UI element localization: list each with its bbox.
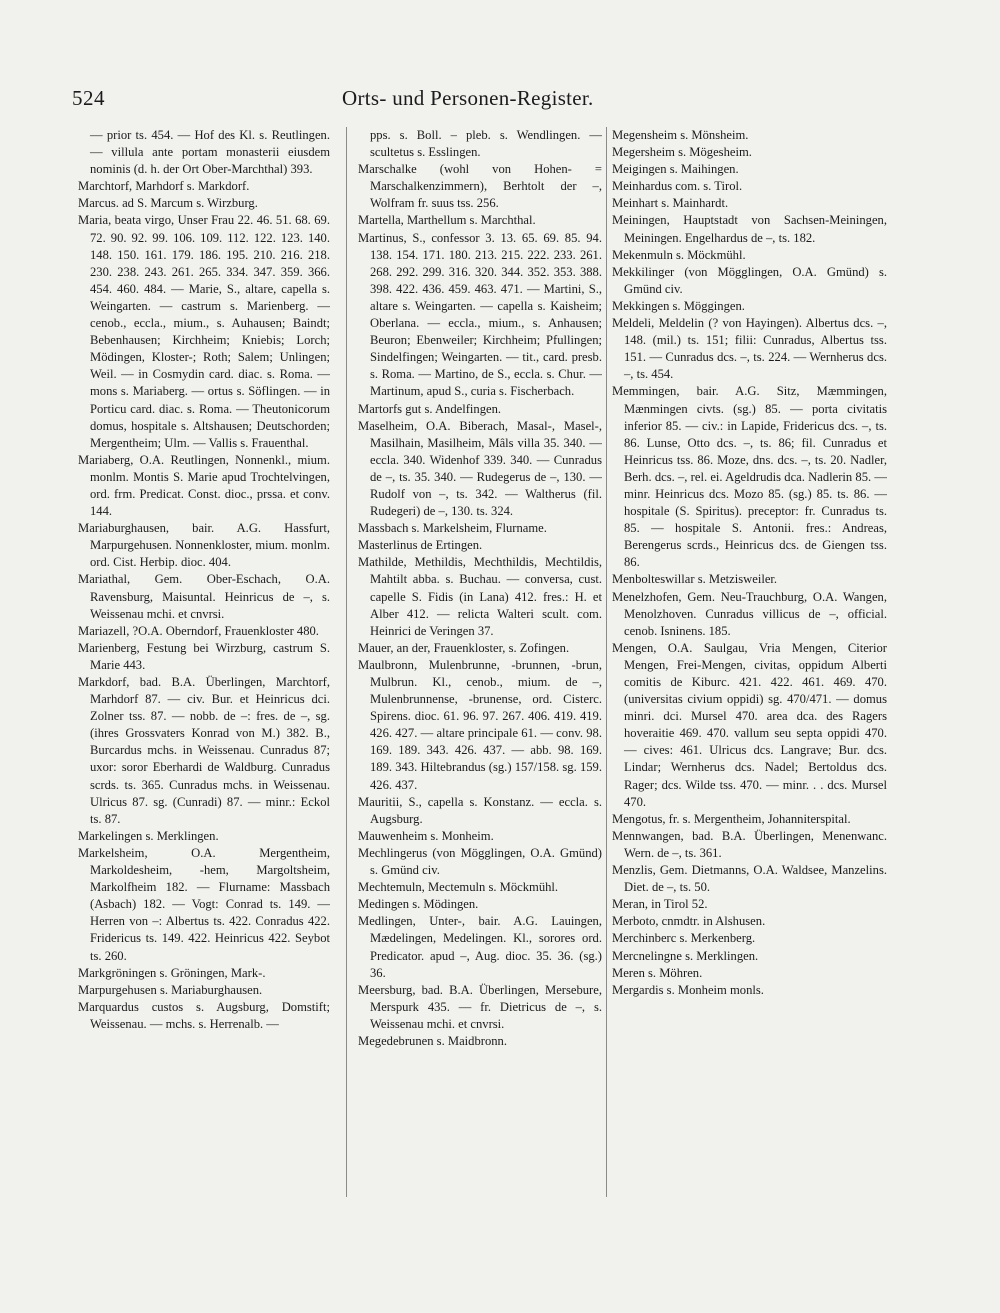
page-number: 524 [72, 86, 105, 110]
register-entry: Mekkingen s. Möggingen. [612, 298, 745, 313]
register-entry: Markgröningen s. Gröningen, Mark-. [78, 965, 266, 980]
register-entry: Mekenmuln s. Möckmühl. [612, 247, 746, 262]
register-entry: Mauer, an der, Frauenkloster, s. Zofingen. [358, 640, 570, 655]
register-entry: Martinus, S., confessor 3. 13. 65. 69. 85. 94. 138. 154. 171. 180. 213. 215. 222. 233. 261. 268. 292. 299. 316. 320. 344. 352. 353. 388. 398. 422. 436. 459. 463. 471. — Martini, S., altare s. Weingarten. — capella s. Kaisheim; Oberlana. — eccla., mium., s. Anhausen; Beuron; Ebenweiler; Kirchheim; Pfullingen; Sindelfingen; Weingarten. — tit., card. presb. s. Roma. — Martino, de S., eccla. s. Chur. — Martinum, apud S., curia s. Fischerbach. [358, 230, 602, 399]
register-entry: Martorfs gut s. Andelfingen. [358, 401, 502, 416]
register-entry: Mergardis s. Monheim monls. [612, 982, 764, 997]
register-entry: Maselheim, O.A. Biberach, Masal-, Masel-, Masilhain, Masilheim, Mâls villa 35. 340. — eccla. 340. Widenhof 339. 340. — Cunradus de –, ts. 35. 340. — Rudegerus de –, 130. — Rudolf von –, ts. 342. — Waltherus (fil. Rudegeri) de –, 130. ts. 324. [358, 418, 602, 519]
register-entry: Maulbronn, Mulenbrunne, -brunnen, -brun, Mulbrun. Kl., cenob., mium. de –, Mulenbrunnense, -brunense, ord. Cisterc. Spirens. dioc. 61. 96. 97. 267. 406. 419. 419. 426. 427. — altare principale 61. — conv. 98. 169. 189. 343. 426. 437. — abb. 98. 169. 189. 343. Hiltebrandus (sg.) 157/158. sg. 159. 426. 437. [358, 657, 602, 792]
register-entry: Marchtorf, Marhdorf s. Markdorf. [78, 179, 250, 194]
register-entry: Meersburg, bad. B.A. Überlingen, Mersebure, Merspurk 435. — fr. Dietricus de –, s. Weissenau mchi. et cnvrsi. [358, 982, 602, 1031]
register-entry: Marquardus custos s. Augsburg, Domstift; Weissenau. — mchs. s. Herrenalb. — [78, 999, 330, 1031]
running-title: Orts- und Personen-Register. [342, 86, 594, 110]
register-entry: Meigingen s. Maihingen. [612, 162, 739, 177]
register-entry: Mariaburghausen, bair. A.G. Hassfurt, Marpurgehusen. Nonnenkloster, mium. monlm. ord. Cist. Herbip. dioc. 404. [78, 521, 330, 570]
register-entry: Mauritii, S., capella s. Konstanz. — eccla. s. Augsburg. [358, 794, 602, 826]
register-entry: Marcus. ad S. Marcum s. Wirzburg. [78, 196, 258, 211]
register-entry: Mauwenheim s. Monheim. [358, 828, 494, 843]
register-entry: Meran, in Tirol 52. [612, 897, 708, 912]
register-column-right [612, 127, 887, 1207]
register-entry: Martella, Marthellum s. Marchthal. [358, 213, 536, 228]
register-entry: Mengen, O.A. Saulgau, Vria Mengen, Citerior Mengen, Frei-Mengen, civitas, oppidum Alberti comitis de Kiburc. 421. 422. 461. 469. 470. (universitas civium oppidi) sg. 470/471. — domus minri. dci. Mursel 470. area dca. des Ragers hoveraitie 469. 470. vallum seu septa oppidi 470. — cives: 461. Ulricus dcs. Langrave; Bur. dcs. Lindar; Wernherus dcs. Nadel; Bertoldus dcs. Rager; dcs. Wilde tss. 470. — minr. . . dcs. Mursel 470. [612, 640, 887, 809]
register-entry: Merchinberc s. Merkenberg. [612, 931, 756, 946]
register-entry: Menzlis, Gem. Dietmanns, O.A. Waldsee, Manzelins. Diet. de –, ts. 50. [612, 863, 887, 895]
register-entry: Megensheim s. Mönsheim. [612, 128, 749, 142]
column-rule-right [606, 127, 607, 1197]
register-entry: Marienberg, Festung bei Wirzburg, castrum S. Marie 443. [78, 640, 330, 672]
register-entry: Maria, beata virgo, Unser Frau 22. 46. 51. 68. 69. 72. 90. 92. 99. 106. 109. 112. 122. 123. 140. 148. 150. 161. 179. 186. 195. 210. 216. 218. 230. 238. 243. 261. 265. 334. 347. 359. 366. 454. 460. 484. — Marie, S., altare, capella s. Weingarten. — castrum s. Marienberg. — cenob., eccla., mium., s. Auhausen; Baindt; Bebenhausen; Kirchheim; Kniebis; Lorch; Mödingen, Kloster-; Roth; Salem; Unlingen; Weil. — in Cosmydin card. diac. s. Roma. — mons s. Mariaberg. — ortus s. Söflingen. — in Porticu card. diac. s. Roma. — Theutonicorum domus, hospitale s. Altshausen; Deutschorden; Mergentheim; Ulm. — Vallis s. Frauenthal. [78, 213, 330, 450]
register-entry: Meldeli, Meldelin (? von Hayingen). Albertus dcs. –, 148. (mil.) ts. 151; filii: Cunradus, Albertus tss. 151. — Cunradus dcs. –, ts. 224. — Wernherus dcs. –, ts. 454. [612, 316, 887, 382]
register-entry: Markdorf, bad. B.A. Überlingen, Marchtorf, Marhdorf 87. — civ. Bur. et Heinricus dci. Zolner tss. 87. — nobb. de –: fres. de –, sg. (ihres Grossvaters Konrad von M.) 382. B., Burcardus mchs. in Weissenau. Cunradus 87; uxor: soror Eberhardi de Waldburg. Cunradus scrds. ts. 365. Cunradus mchs. in Weissenau. Ulricus 87. sg. (Cunradi) 87. — minr.: Eckol ts. 87. [78, 675, 330, 826]
register-entry: Megersheim s. Mögesheim. [612, 145, 752, 160]
register-entry: — prior ts. 454. — Hof des Kl. s. Reutlingen. — villula ante portam monasterii eiusdem nominis (d. h. der Ort Ober-Marchthal) 393. [90, 128, 330, 177]
register-entry: Medingen s. Mödingen. [358, 897, 479, 912]
register-entry: pps. s. Boll. – pleb. s. Wendlingen. — scultetus s. Esslingen. [370, 128, 602, 160]
register-entry: Mariaberg, O.A. Reutlingen, Nonnenkl., mium. monlm. Montis S. Marie apud Trochtelvingen, ord. frm. Predicat. Const. dioc., prssa. et conv. 144. [78, 452, 330, 519]
page-header [72, 86, 932, 118]
register-entry: Megedebrunen s. Maidbronn. [358, 1033, 507, 1048]
register-entry: Mariazell, ?O.A. Oberndorf, Frauenkloster 480. [78, 623, 319, 638]
register-entry: Meinhardus com. s. Tirol. [612, 179, 743, 194]
register-column-left [78, 127, 330, 1207]
register-entry: Marschalke (wohl von Hohen- = Marschalkenzimmern), Berhtolt der –, Wolfram fr. suus tss. 256. [358, 162, 602, 211]
register-entry: Mengotus, fr. s. Mergentheim, Johanniterspital. [612, 811, 851, 826]
register-entry: Meren s. Möhren. [612, 965, 703, 980]
register-entry: Markelsheim, O.A. Mergentheim, Markoldesheim, -hem, Margoltsheim, Markolfheim 182. — Flurname: Massbach (Asbach) 182. — Vogt: Conrad ts. 149. — Herren von –: Albertus ts. 422. Conradus 422. Fridericus ts. 149. 422. Heinricus 422. Seybot ts. 260. [78, 845, 330, 963]
register-entry: Menbolteswillar s. Metzisweiler. [612, 572, 778, 587]
register-entry: Mariathal, Gem. Ober-Eschach, O.A. Ravensburg, Maisuntal. Heinricus de –, s. Weissenau mchi. et cnvrsi. [78, 572, 330, 621]
register-entry: Masterlinus de Ertingen. [358, 538, 483, 553]
register-entry: Mekkilinger (von Mögglingen, O.A. Gmünd) s. Gmünd civ. [612, 264, 887, 296]
register-entry: Merboto, cnmdtr. in Alshusen. [612, 914, 766, 929]
register-entry: Medlingen, Unter-, bair. A.G. Lauingen, Mædelingen, Medelingen. Kl., sorores ord. Predicator. apud –, Aug. dioc. 35. 36. (sg.) 36. [358, 914, 602, 980]
register-entry: Mercnelingne s. Merklingen. [612, 948, 759, 963]
register-entry: Mechlingerus (von Mögglingen, O.A. Gmünd) s. Gmünd civ. [358, 845, 602, 878]
register-entry: Menelzhofen, Gem. Neu-Trauchburg, O.A. Wangen, Menolzhoven. Cunradus villicus de –, official. cenob. Isninens. 185. [612, 589, 887, 638]
register-entry: Memmingen, bair. A.G. Sitz, Mæmmingen, Mænmingen civts. (sg.) 85. — porta civitatis inferior 85. — civ.: in Lapide, Fridericus dcs. –, ts. 86. Lunse, Otto dcs. –, ts. 86; fil. Cunradus et Heinricus tss. 86. Moze, dns. dcs. –, ts. 20. Nadler, Berh. dcs. –, rel. ei. Ageldrudis dca. Nadlerin 85. — minr. Heinricus dcs. Mozo 85. (sg.) 85. ts. 86. — hospitale (S. Spiritus). preceptor: fr. Cunradus ts. 85. — hospitale S. Antonii. fres.: Andreas, Berengerus scrds., Heinricus dcs. de Giengen tss. 86. [612, 384, 887, 570]
register-column-middle [358, 127, 602, 1207]
register-entry: Mechtemuln, Mectemuln s. Möckmühl. [358, 880, 559, 895]
register-entry: Massbach s. Markelsheim, Flurname. [358, 521, 547, 536]
register-entry: Markelingen s. Merklingen. [78, 828, 219, 843]
register-entry: Mennwangen, bad. B.A. Überlingen, Menenwanc. Wern. de –, ts. 361. [612, 828, 887, 860]
register-entry: Meiningen, Hauptstadt von Sachsen-Meiningen, Meiningen. Engelhardus de –, ts. 182. [612, 213, 887, 245]
register-entry: Mathilde, Methildis, Mechthildis, Mechtildis, Mahtilt abba. s. Buchau. — conversa, cust. capelle S. Fidis (in Lana) 412. fres.: H. et Alber 412. — relicta Walteri scult. com. Heinrici de Veringen 37. [358, 555, 602, 638]
column-rule-left [346, 127, 347, 1197]
register-entry: Marpurgehusen s. Mariaburghausen. [78, 982, 263, 997]
register-entry: Meinhart s. Mainhardt. [612, 196, 729, 211]
